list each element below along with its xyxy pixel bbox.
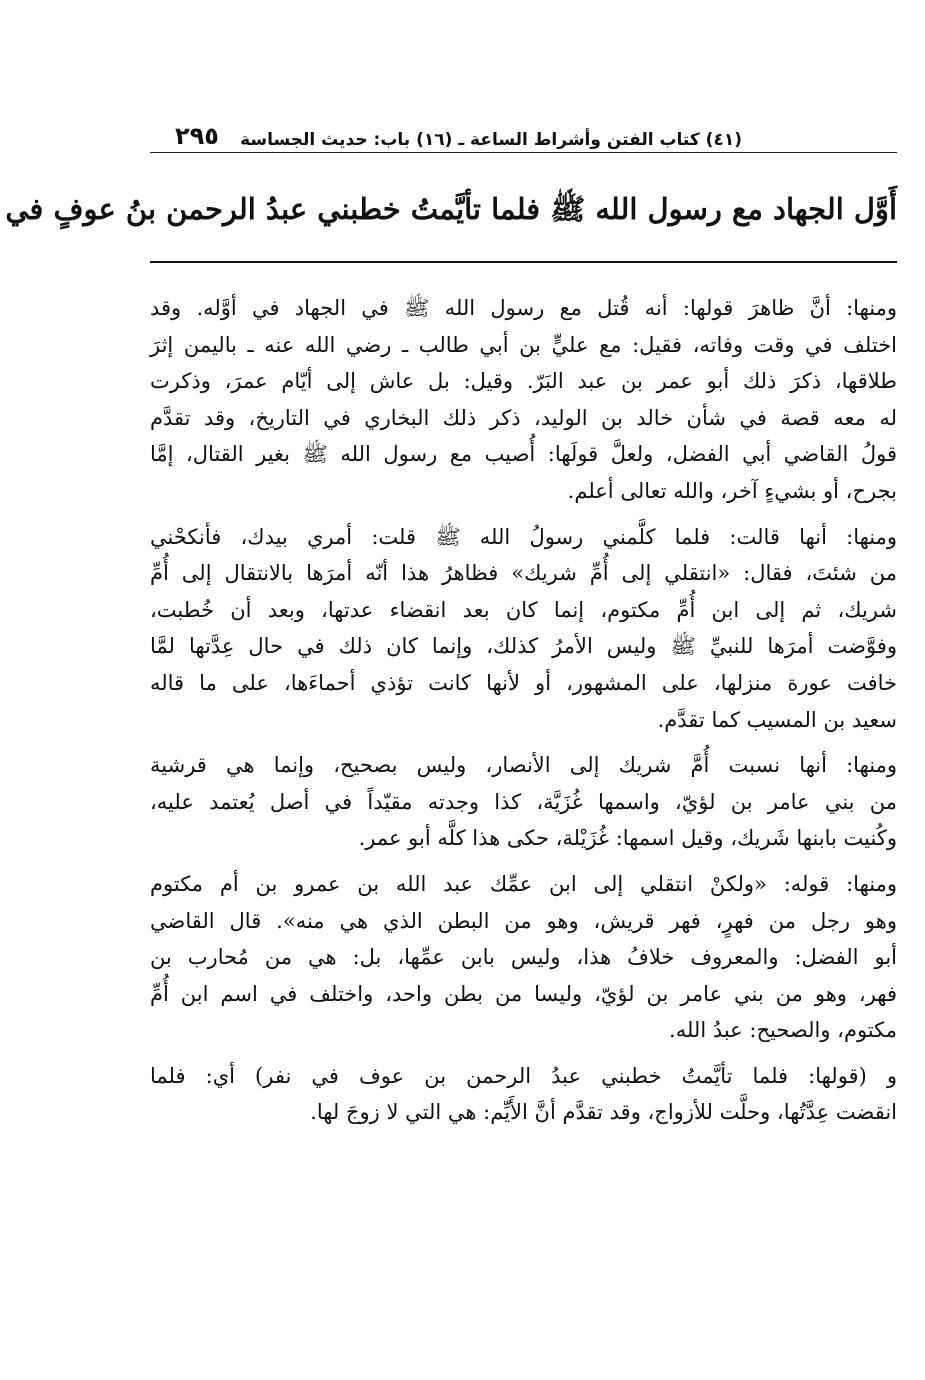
text-line: ومنها: أنها نسبت أُمَّ شريك إلى الأنصار، وليس بصحيح، وإنما هي قرشية: [150, 753, 897, 778]
text-line: خافت عورة منزلها، على المشهور، أو لأنها كانت تؤذي أحماءَها، على ما قاله: [150, 670, 897, 695]
text-line: سعيد بن المسيب كما تقدَّم.: [657, 707, 897, 732]
text-line: وهو رجل من فهرٍ، فهر قريش، وهو من البطن الذي هي منه». قال القاضي: [150, 908, 897, 933]
commentary-body: [150, 290, 897, 1140]
text-line: ومنها: أنها قالت: فلما كلَّمني رسولُ الله ﷺ قلت: أمري بيدك، فأنكحْني: [150, 524, 897, 549]
text-line: وكُنيت بابنها شَريك، وقيل اسمها: غُزَيْلة، حكى هذا كلَّه أبو عمر.: [358, 826, 897, 851]
text-line: من بني عامر بن لؤيّ، واسمها غُزَيَّة، كذا وجدته مقيّداً في أصل يُعتمد عليه،: [150, 789, 897, 814]
text-line: بجرح، أو بشيءٍ آخر، والله تعالى أعلم.: [567, 478, 897, 503]
text-line: فهر، وهو من بني عامر بن لؤيّ، وليسا من بطن واحد، واختلف في اسم ابن أُمِّ: [150, 981, 897, 1006]
text-line: طلاقها، ذكرَ ذلك أبو عمر بن عبد البَرّ. وقيل: بل عاش إلى أيّام عمرَ، وذكرت: [150, 369, 897, 394]
commentary-paragraph: [150, 1058, 897, 1131]
text-line: أبو الفضل: والمعروف خلافُ هذا، وليس بابن عمِّها، بل: هي من مُحارب بن: [150, 945, 897, 970]
text-line: ومنها: قوله: «ولكنْ انتقلي إلى ابن عمِّك عبد الله بن عمرو بن أم مكتوم: [150, 871, 897, 896]
text-line: ومنها: أنَّ ظاهرَ قولها: أنه قُتل مع رسول الله ﷺ في الجهاد في أوَّله. وقد: [150, 296, 897, 320]
page-number: ٢٩٥: [175, 122, 219, 150]
header-rule: [150, 152, 897, 153]
text-line: قولُ القاضي أبي الفضل، ولعلَّ قولَها: أُصيب مع رسول الله ﷺ بغير القتال، إمَّا: [150, 442, 897, 467]
text-line: له معه قصة في شأن خالد بن الوليد، ذكر ذلك البخاري في التاريخ، وقد تقدَّم: [150, 405, 897, 430]
hadith-text: أَوَّل الجهاد مع رسول الله ﷺ فلما تأيَّمتُ خطبني عبدُ الرحمن بنُ عوفٍ في: [5, 192, 897, 226]
commentary-paragraph: [150, 866, 897, 1049]
text-line: من شئتَ، فقال: «انتقلي إلى أُمِّ شريك» فظاهرُ هذا أنّه أمرَها بالانتقال إلى أُمِّ: [150, 561, 897, 586]
commentary-paragraph: [150, 747, 897, 857]
commentary-paragraph: [150, 290, 897, 510]
text-line: و (قولها: فلما تأيَّمتُ خطبني عبدُ الرحمن بن عوف في نفر) أي: فلما: [150, 1063, 897, 1088]
text-line: وفوَّضت أمرَها للنبيِّ ﷺ وليس الأمرُ كذلك، وإنما كان ذلك في حال عِدَّتها لمَّا: [150, 634, 897, 659]
running-header: [150, 110, 897, 150]
commentary-paragraph: [150, 519, 897, 739]
text-line: اختلف في وقت وفاته، فقيل: مع عليٍّ بن أبي طالب ـ رضي الله عنه ـ باليمن إثرَ: [150, 332, 897, 357]
text-line: شريك، ثم إلى ابن أُمِّ مكتوم، إنما كان بعد انقضاء عدتها، وبعد أن خُطبت،: [150, 597, 897, 622]
text-line: انقضت عِدَّتُها، وحلَّت للأزواج، وقد تقدَّم أنَّ الأَيِّم: هي التي لا زوجَ لها.: [310, 1100, 897, 1125]
text-line: مكتوم، والصحيح: عبدُ الله.: [669, 1018, 897, 1043]
running-title: (٤١) كتاب الفتن وأشراط الساعة ـ (١٦) باب: حديث الجساسة: [240, 130, 742, 150]
section-divider: [150, 261, 897, 263]
